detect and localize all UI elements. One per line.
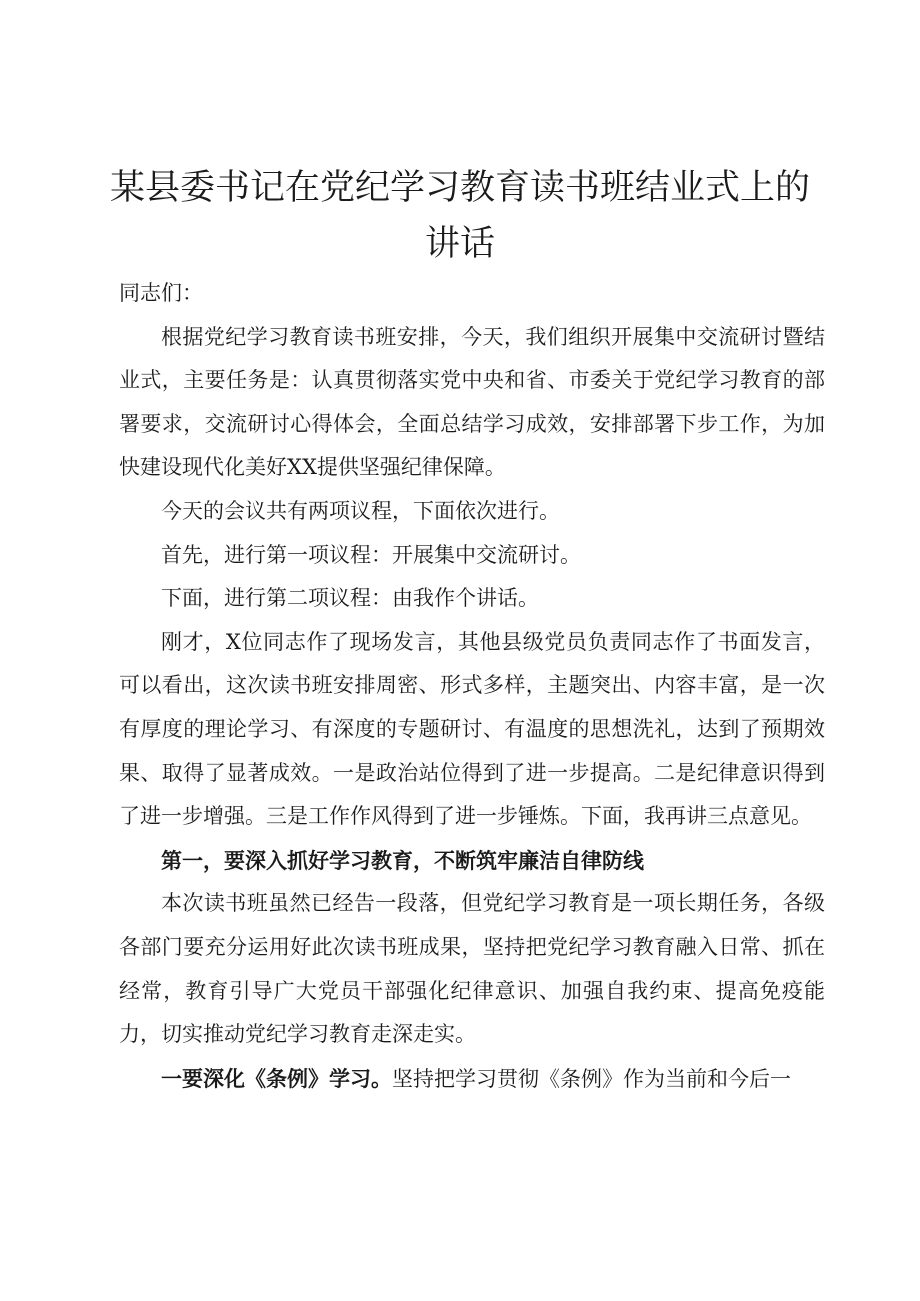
salutation: 同志们： [119,281,203,305]
paragraph-point-1 [119,1057,825,1102]
section-heading-1: 第一，要深入抓好学习教育，不断筑牢廉洁自律防线 [161,847,644,873]
point-1-lead: 一要深化《条例》学习。 [161,1065,392,1091]
point-1-text: 坚持把学习贯彻《条例》作为当前和今后一 [392,1066,791,1091]
document-body [119,272,825,1101]
title-line-2: 讲话 [424,224,495,264]
paragraph-agenda: 今天的会议共有两项议程，下面依次进行。 [161,498,560,523]
paragraph-section-1: 本次读书班虽然已经告一段落，但党纪学习教育是一项长期任务，各级各部门要充分运用好此次读书班成果，坚持把党纪学习教育融入日常、抓在经常，教育引导广大党员干部强化纪律意识、加强自我约束、提高免疫能力，切实推动党纪学习教育走深走实。 [119,891,825,1047]
document-title [100,160,820,272]
title-line-1: 某县委书记在党纪学习教育读书班结业式上的 [109,168,810,208]
paragraph-agenda-item-2: 下面，进行第二项议程：由我作个讲话。 [161,586,539,611]
paragraph-agenda-item-1: 首先，进行第一项议程：开展集中交流研讨。 [161,542,581,567]
paragraph-intro: 根据党纪学习教育读书班安排，今天，我们组织开展集中交流研讨暨结业式，主要任务是：认真贯彻落实党中央和省、市委关于党纪学习教育的部署要求，交流研讨心得体会，全面总结学习成效，安排部署下步工作，为加快建设现代化美好XX提供坚强纪律保障。 [119,324,825,480]
paragraph-summary: 刚才，X位同志作了现场发言，其他县级党员负责同志作了书面发言，可以看出，这次读书班安排周密、形式多样，主题突出、内容丰富，是一次有厚度的理论学习、有深度的专题研讨、有温度的思想洗礼，达到了预期效果、取得了显著成效。一是政治站位得到了进一步提高。二是纪律意识得到了进一步增强。三是工作作风得到了进一步锤炼。下面，我再讲三点意见。 [119,629,825,829]
